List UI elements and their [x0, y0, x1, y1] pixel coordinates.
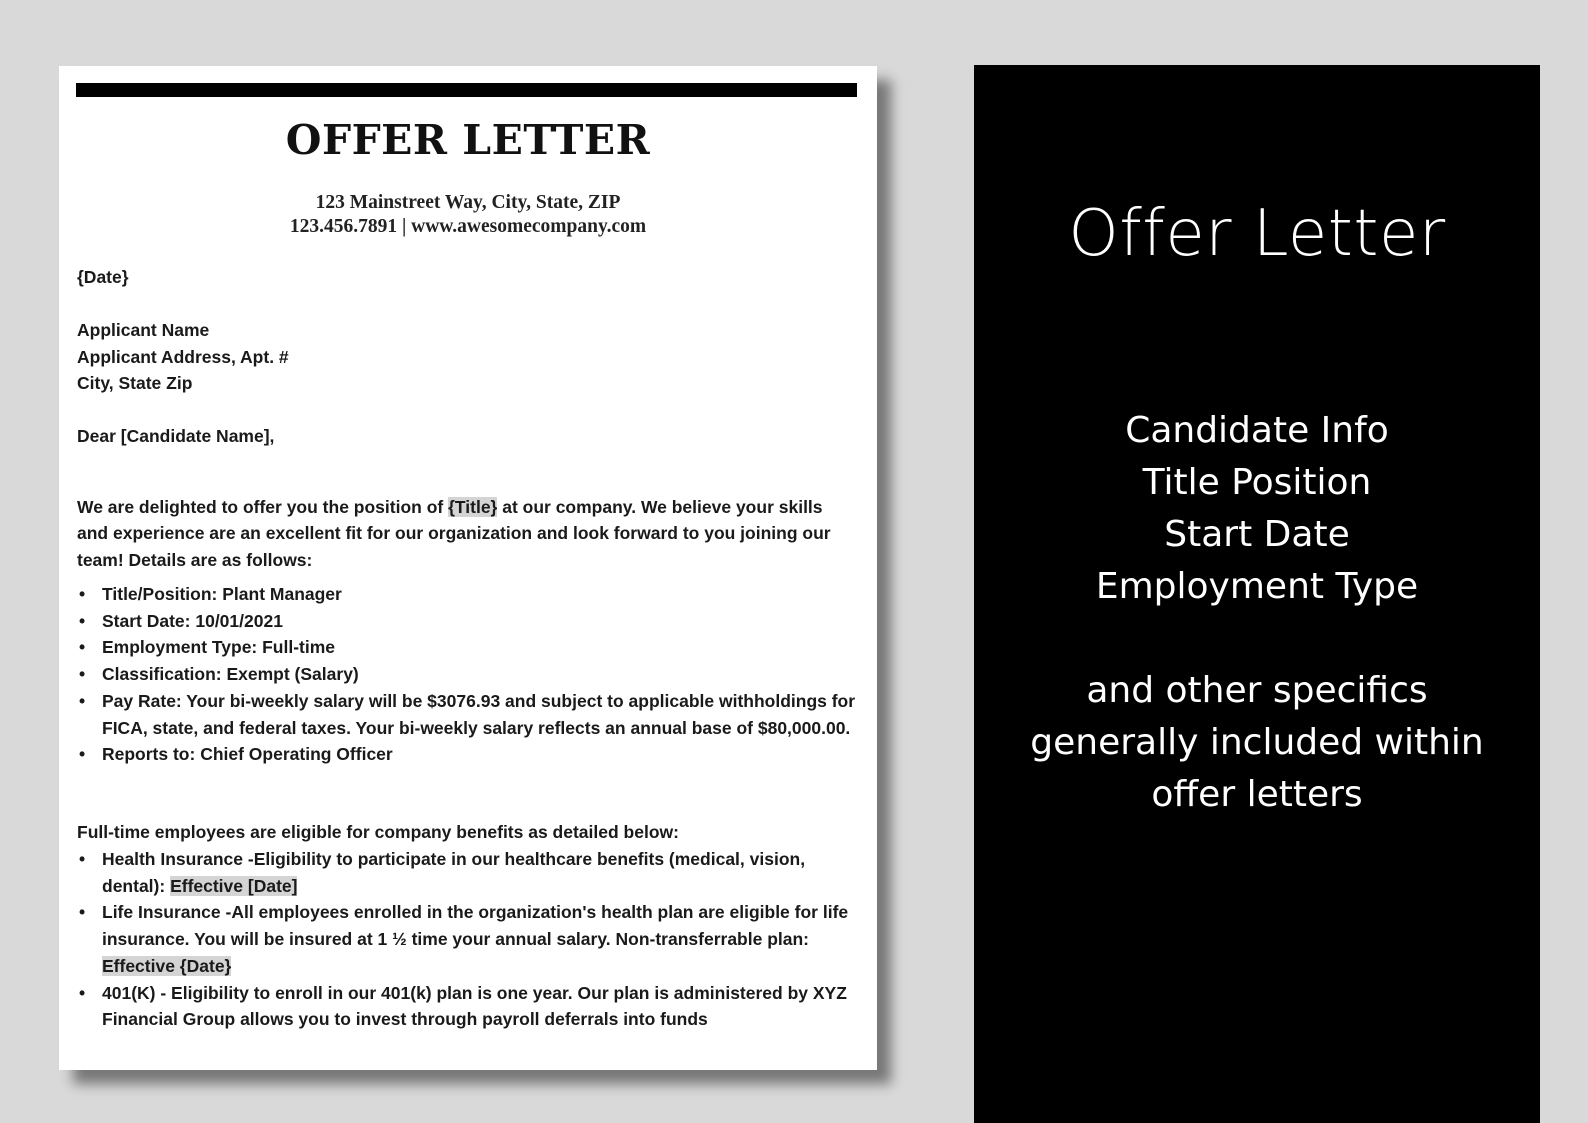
- position-details-list: [77, 581, 877, 768]
- title-placeholder: {Title}: [448, 496, 498, 517]
- panel-note-line: offer letters: [1151, 774, 1363, 815]
- feature-list: [974, 405, 1540, 821]
- effective-date-placeholder: Effective [Date]: [170, 875, 298, 896]
- benefit-text: 401(K) - Eligibility to enroll in our 401(k) plan is one year. Our plan is administered by XYZ Financial Group allows you to invest through payroll deferrals into funds: [102, 982, 847, 1030]
- spacer: [974, 613, 1540, 665]
- detail-reports-to: • Reports to: Chief Operating Officer: [77, 741, 862, 768]
- panel-note-line: generally included within: [1030, 722, 1484, 763]
- applicant-block: [77, 317, 877, 397]
- detail-classification: • Classification: Exempt (Salary): [77, 661, 862, 688]
- detail-start-date: • Start Date: 10/01/2021: [77, 608, 862, 635]
- benefit-life-insurance: [77, 899, 862, 979]
- detail-title-position: • Title/Position: Plant Manager: [77, 581, 862, 608]
- company-contact: 123.456.7891 | www.awesomecompany.com: [289, 216, 647, 237]
- benefits-list: [77, 846, 877, 1033]
- detail-pay-rate: • Pay Rate: Your bi-weekly salary will be $3076.93 and subject to applicable withholdings for FICA, state, and federal taxes. Your bi-weekly salary reflects an annual base of $80,000.00.: [77, 688, 862, 741]
- benefit-health-insurance: [77, 846, 862, 899]
- applicant-address: Applicant Address, Apt. #: [77, 346, 289, 367]
- feature-item: Title Position: [1142, 462, 1372, 503]
- info-panel: [974, 65, 1540, 1123]
- intro-paragraph: [77, 494, 857, 574]
- effective-date-placeholder: Effective {Date}: [102, 955, 232, 976]
- feature-item: Candidate Info: [1125, 410, 1389, 451]
- header-rule: [76, 83, 857, 97]
- document-title: OFFER LETTER: [285, 116, 651, 164]
- panel-note-line: and other specifics: [1086, 670, 1428, 711]
- intro-text-end: at our company. We believe your skills and experience are an excellent fit for our organization and look forward to you joining our team! Details are as follows:: [77, 496, 831, 570]
- panel-title: Offer Letter: [1068, 197, 1446, 271]
- detail-employment-type: • Employment Type: Full-time: [77, 634, 862, 661]
- letter-date: {Date}: [77, 267, 129, 287]
- applicant-city: City, State Zip: [77, 373, 193, 394]
- offer-letter-page: [59, 66, 877, 1070]
- benefit-text: Life Insurance -All employees enrolled in the organization's health plan are eligible for life insurance. You will be insured at 1 ½ time your annual salary. Non-transferrable plan:: [102, 902, 849, 950]
- benefits-intro: Full-time employees are eligible for company benefits as detailed below:: [77, 822, 679, 842]
- company-address: 123 Mainstreet Way, City, State, ZIP: [315, 192, 621, 213]
- intro-text-start: We are delighted to offer you the position of: [77, 496, 449, 517]
- feature-item: Start Date: [1164, 514, 1350, 555]
- feature-item: Employment Type: [1095, 566, 1419, 607]
- salutation: Dear [Candidate Name],: [77, 426, 275, 446]
- benefit-401k: [77, 980, 862, 1033]
- applicant-name: Applicant Name: [77, 320, 210, 340]
- benefit-text: Health Insurance -Eligibility to participate in our healthcare benefits (medical, vision, dental):: [102, 849, 806, 896]
